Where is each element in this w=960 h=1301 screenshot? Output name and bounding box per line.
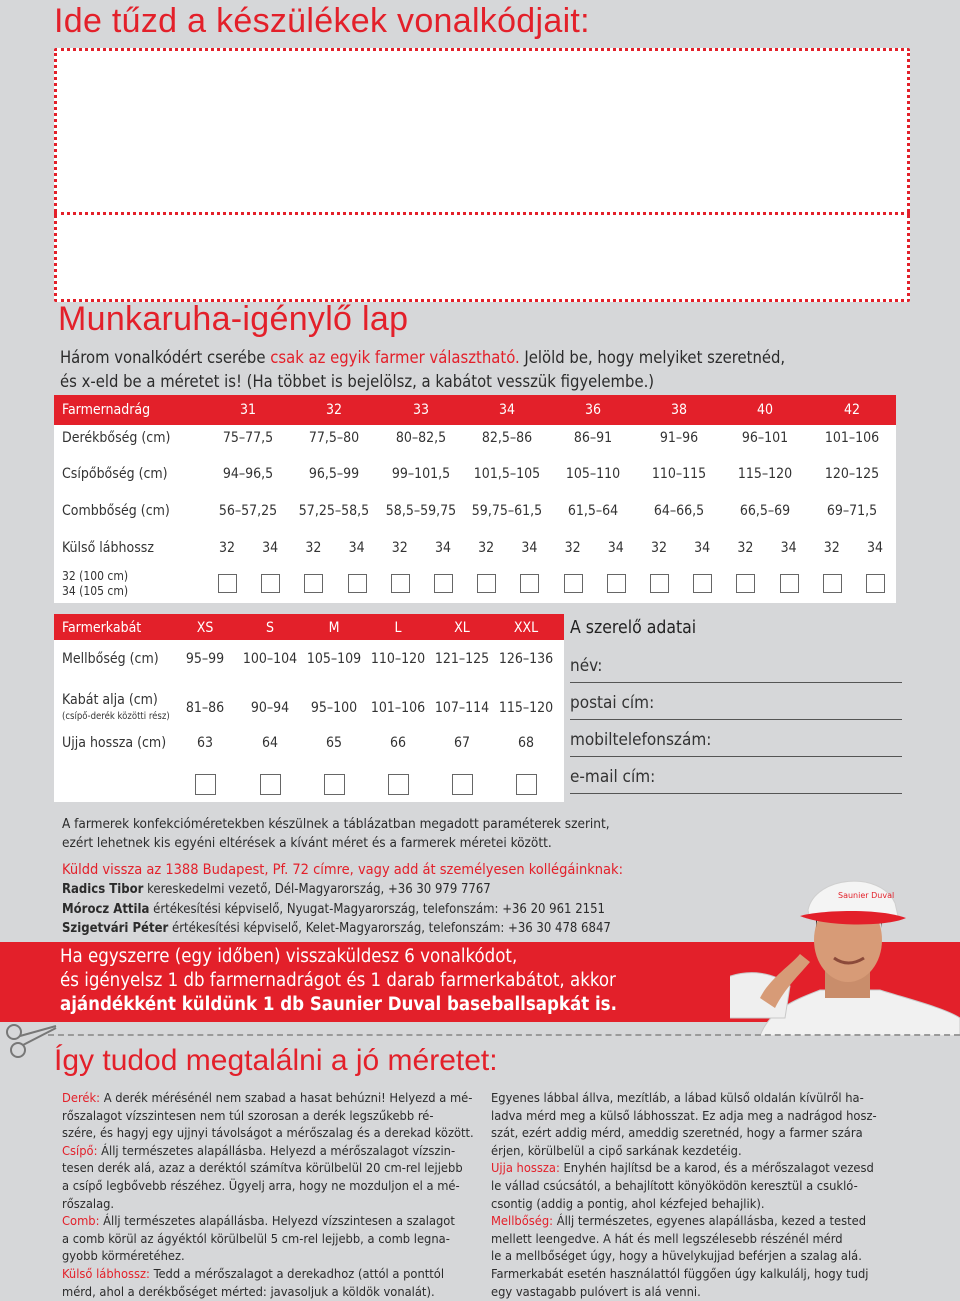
guide-line [62, 1213, 474, 1231]
jacket-row-label: Mellbőség (cm) [62, 651, 159, 667]
guide-line [491, 1090, 877, 1108]
pants-cell: 94–96,5 [222, 466, 274, 482]
guide-right-column [491, 1090, 877, 1301]
jacket-cell: 90–94 [250, 700, 290, 716]
guide-text: rőszalagot vízszintesen nem túl szorosan a derék legszűkebb ré- [62, 1108, 434, 1124]
intro-highlight: csak az egyik farmer választható. [270, 348, 520, 367]
guide-text: mérd, ahol a derékbőséget mérted: javasoljuk a köldök vonalát). [62, 1284, 435, 1300]
guide-left-column [62, 1090, 474, 1301]
jacket-row-sublabel: (csípő-derék közötti rész) [62, 711, 170, 722]
guide-text: Egyenes lábbal állva, mezítláb, a lábad külső oldalán kívülről ha- [491, 1091, 864, 1106]
pants-size-header: 36 [584, 402, 602, 418]
jacket-cell: 95–99 [185, 651, 225, 667]
pants-row-label: Csípőbőség (cm) [62, 466, 168, 482]
guide-title: Így tudod megtalálni a jó méretet: [54, 1044, 498, 1077]
pants-length-value: 34 [521, 540, 538, 556]
pants-cell: 110–115 [651, 466, 707, 482]
guide-label: Csípő: [62, 1143, 98, 1159]
guide-line [62, 1284, 474, 1301]
guide-text: Állj természetes alapállásba. Helyezd a mérőszalagot vízszin- [97, 1143, 456, 1159]
jacket-size-header: L [394, 620, 402, 636]
jacket-size-checkbox[interactable] [452, 774, 473, 795]
pants-cell: 105–110 [565, 466, 621, 482]
pants-size-checkbox[interactable] [434, 574, 453, 593]
length-legend: 32 (100 cm) [62, 569, 129, 583]
guide-line [62, 1231, 474, 1249]
pants-length-value: 32 [564, 540, 581, 556]
banner-line: Ha egyszerre (egy időben) visszaküldesz 6 vonalkódot, [60, 946, 518, 967]
gift-banner-text [60, 945, 617, 1017]
guide-text: a comb körül az ágyéktól körülbelül 5 cm-rel lejjebb, a comb legna- [62, 1231, 450, 1247]
jacket-size-header: XS [196, 620, 214, 636]
pants-cell: 56–57,25 [218, 503, 278, 519]
pants-row-label: Combbőség (cm) [62, 503, 170, 519]
guide-text: csontig (addig a pontig, ahol kézfejed behajlik). [491, 1196, 765, 1212]
pants-length-value: 32 [478, 540, 495, 556]
installer-address-field[interactable]: postai cím: [570, 693, 902, 720]
pants-size-checkbox[interactable] [520, 574, 539, 593]
pants-cell: 82,5–86 [481, 430, 533, 446]
guide-label: Mellbőség: [491, 1214, 554, 1230]
pants-size-header: 32 [325, 402, 343, 418]
jacket-size-header: XL [454, 620, 470, 636]
jacket-header-label: Farmerkabát [62, 620, 142, 636]
pants-length-value: 34 [348, 540, 365, 556]
guide-text: tesen derék alá, azaz a deréktól számítva körülbelül 20 cm-rel lejjebb [62, 1161, 463, 1177]
jacket-cell: 126–136 [498, 651, 554, 667]
intro-text: Három vonalkódért cserébe [60, 348, 271, 367]
pants-cell: 96–101 [741, 430, 789, 446]
person-with-cap-image [730, 858, 960, 1036]
guide-label: Ujja hossza: [491, 1161, 560, 1177]
banner-line: és igényelsz 1 db farmernadrágot és 1 darab farmerkabátot, akkor [60, 970, 616, 991]
jacket-size-checkbox[interactable] [195, 774, 216, 795]
pants-size-checkbox[interactable] [693, 574, 712, 593]
guide-label: Comb: [62, 1214, 100, 1230]
guide-line [62, 1125, 474, 1143]
pants-cell: 101–106 [824, 430, 880, 446]
guide-label: Külső lábhossz: [62, 1266, 150, 1282]
guide-text: Enyhén hajlítsd be a karod, és a mérőszalagot vezesd [559, 1161, 874, 1177]
note-line: A farmerek konfekcióméretekben készülnek a táblázatban megadott paraméterek szerint, [62, 816, 610, 832]
installer-phone-field[interactable]: mobiltelefonszám: [570, 730, 902, 757]
pants-size-checkbox[interactable] [304, 574, 323, 593]
installer-title: A szerelő adatai [570, 618, 697, 638]
pants-cell: 77,5–80 [308, 430, 360, 446]
guide-text: rőszalag. [62, 1196, 115, 1212]
guide-text: szére, és hagyj egy ujjnyi távolságot a mérőszalag és a derekad között. [62, 1126, 474, 1142]
guide-line [491, 1108, 877, 1126]
pants-cell: 69–71,5 [826, 503, 878, 519]
pants-cell: 96,5–99 [308, 466, 360, 482]
pants-cell: 58,5–59,75 [385, 503, 457, 519]
installer-name-field[interactable]: név: [570, 656, 902, 683]
jacket-size-checkbox[interactable] [388, 774, 409, 795]
jacket-cell: 110–120 [370, 651, 426, 667]
jacket-cell: 65 [325, 735, 343, 751]
pants-row-label: Derékbőség (cm) [62, 430, 171, 446]
pants-size-checkbox[interactable] [564, 574, 583, 593]
jacket-cell: 63 [196, 735, 214, 751]
guide-line [491, 1284, 877, 1301]
jacket-cell: 101–106 [370, 700, 426, 716]
installer-email-field[interactable]: e-mail cím: [570, 767, 902, 794]
jacket-cell: 67 [453, 735, 471, 751]
jacket-cell: 107–114 [434, 700, 490, 716]
contact-item: Mórocz Attila értékesítési képviselő, Nyugat-Magyarország, telefonszám: +36 20 961 2151 [62, 901, 605, 917]
guide-text: gyobb körméretéhez. [62, 1249, 185, 1265]
guide-line [491, 1143, 877, 1161]
pants-size-header: 40 [756, 402, 774, 418]
pants-length-value: 32 [650, 540, 668, 556]
jacket-cell: 115–120 [498, 700, 554, 716]
barcode-divider [54, 212, 910, 215]
jacket-size-checkbox[interactable] [324, 774, 345, 795]
pants-size-checkbox[interactable] [780, 574, 799, 593]
pants-size-checkbox[interactable] [218, 574, 237, 593]
contact-item: Radics Tibor kereskedelmi vezető, Dél-Magyarország, +36 30 979 7767 [62, 882, 491, 897]
contact-list [62, 880, 611, 939]
form-title: Munkaruha-igénylő lap [58, 300, 409, 338]
jacket-cell: 100–104 [242, 651, 298, 667]
pants-length-value: 34 [694, 540, 711, 556]
guide-line [62, 1178, 474, 1196]
jacket-row-label: Kabát alja (cm) [62, 692, 158, 708]
pants-size-checkbox[interactable] [736, 574, 755, 593]
pants-length-value: 32 [218, 540, 236, 556]
jacket-cell: 105–109 [306, 651, 362, 667]
pants-length-value: 32 [391, 540, 408, 556]
guide-line [491, 1231, 877, 1249]
pants-length-value: 34 [866, 540, 884, 556]
pants-size-checkbox[interactable] [866, 574, 885, 593]
pants-cell: 59,75–61,5 [471, 503, 543, 519]
guide-text: le vállad csúcsától, a behajlított könyöködön keresztül a csukló- [491, 1178, 858, 1194]
jacket-size-checkbox[interactable] [260, 774, 281, 795]
guide-text: érjen, körülbelül a cipő sarkának kezdetéig. [491, 1143, 742, 1159]
jacket-cell: 121–125 [434, 651, 490, 667]
jacket-cell: 81–86 [185, 700, 225, 716]
guide-text: ladva mérd meg a külső lábhosszat. Ez adja meg a nadrágod hosz- [491, 1108, 877, 1124]
guide-label: Derék: [62, 1091, 101, 1106]
jacket-cell: 95–100 [310, 700, 358, 716]
guide-line [491, 1266, 877, 1284]
pants-cell: 86–91 [573, 430, 613, 446]
pants-size-checkbox[interactable] [607, 574, 626, 593]
cut-line [48, 1034, 960, 1036]
pants-length-value: 32 [823, 540, 840, 556]
pants-cell: 66,5–69 [739, 503, 791, 519]
pants-cell: 91–96 [659, 430, 699, 446]
guide-line [62, 1160, 474, 1178]
pants-size-header: 34 [498, 402, 516, 418]
jacket-cell: 68 [517, 735, 535, 751]
guide-line [491, 1125, 877, 1143]
guide-text: Állj természetes, egyenes alapállásba, kezed a tested [553, 1214, 867, 1230]
guide-line [491, 1160, 877, 1178]
guide-line [491, 1248, 877, 1266]
send-back-text: Küldd vissza az 1388 Budapest, Pf. 72 címre, vagy add át személyesen kollégáinknak: [62, 862, 624, 878]
guide-text: Farmerkabát esetén használattól függően úgy kalkulálj, hogy tudj [491, 1266, 869, 1282]
contact-item: Szigetvári Péter értékesítési képviselő, Kelet-Magyarország, telefonszám: +36 30 478 6847 [62, 921, 611, 936]
pants-size-checkbox[interactable] [391, 574, 410, 593]
jacket-size-header: XXL [513, 620, 539, 636]
pants-cell: 75–77,5 [222, 430, 274, 446]
banner-line: ajándékként küldünk 1 db Saunier Duval baseballsapkát is. [60, 994, 617, 1015]
pants-size-checkbox[interactable] [261, 574, 280, 593]
intro-text: Jelöld be, hogy melyiket szeretnéd, [519, 348, 786, 367]
pants-size-header: 38 [670, 402, 688, 418]
guide-line [62, 1090, 474, 1108]
guide-line [491, 1213, 877, 1231]
guide-text: a csípő legbővebb részéhez. Ügyelj arra, hogy ne mozduljon el a mé- [62, 1178, 460, 1194]
pants-cell: 57,25–58,5 [298, 503, 370, 519]
pants-length-label: Külső lábhossz [62, 540, 154, 556]
pants-length-value: 34 [434, 540, 452, 556]
jacket-size-checkbox[interactable] [516, 774, 537, 795]
pants-cell: 120–125 [824, 466, 880, 482]
guide-line [62, 1248, 474, 1266]
pants-cell: 61,5–64 [567, 503, 619, 519]
pants-length-value: 34 [607, 540, 624, 556]
jacket-size-header: M [328, 620, 340, 636]
pants-size-checkbox[interactable] [650, 574, 669, 593]
pants-cell: 64–66,5 [653, 503, 705, 519]
guide-text: A derék mérésénél nem szabad a hasat behúzni! Helyezd a mé- [100, 1091, 473, 1106]
guide-text: le a mellbőséget úgy, hogy a hüvelykujjad beférjen a szalag alá. [491, 1249, 862, 1265]
guide-text: Tedd a mérőszalagot a derekadhoz (attól a ponttól [149, 1266, 445, 1282]
guide-line [491, 1196, 877, 1214]
guide-line [62, 1196, 474, 1214]
guide-text: mellett leengedve. A hát és mell legszélesebb részénél mérd [491, 1231, 843, 1247]
guide-line [62, 1266, 474, 1284]
cap-logo: Saunier Duval [838, 891, 895, 900]
pants-size-checkbox[interactable] [477, 574, 496, 593]
scissors-icon [0, 1018, 60, 1064]
pants-cell: 115–120 [737, 466, 793, 482]
intro-text: és x-eld be a méretet is! (Ha többet is bejelölsz, a kabátot vesszük figyelembe.) [60, 372, 655, 391]
length-legend: 34 (105 cm) [62, 584, 129, 598]
pants-size-header: 31 [239, 402, 257, 418]
guide-line [62, 1143, 474, 1161]
guide-text: Állj természetes alapállásba. Helyezd vízszintesen a szalagot [99, 1214, 455, 1230]
guide-line [62, 1108, 474, 1126]
pants-length-value: 34 [780, 540, 797, 556]
jacket-cell: 64 [261, 735, 279, 751]
pants-cell: 101,5–105 [473, 466, 541, 482]
pants-size-table [54, 395, 896, 603]
form-intro [60, 346, 785, 394]
pants-length-value: 34 [262, 540, 279, 556]
pants-size-checkbox[interactable] [823, 574, 842, 593]
barcode-drop-area[interactable] [54, 48, 910, 302]
pants-size-checkbox[interactable] [348, 574, 367, 593]
guide-text: egy vastagabb pulóvert is alá venni. [491, 1284, 701, 1300]
jacket-size-header: S [266, 620, 274, 636]
jacket-cell: 66 [389, 735, 407, 751]
note-line: ezért lehetnek kis egyéni eltérések a kívánt méret és a farmerek méretei között. [62, 835, 552, 851]
pants-length-value: 32 [737, 540, 754, 556]
pants-cell: 99–101,5 [391, 466, 451, 482]
pants-size-header: 42 [843, 402, 861, 418]
pants-header-label: Farmernadrág [62, 402, 151, 418]
jacket-row-label: Ujja hossza (cm) [62, 735, 167, 751]
guide-line [491, 1178, 877, 1196]
guide-text: szát, ezért addig mérd, ameddig szeretnéd, hogy a farmer szára [491, 1126, 863, 1142]
pants-length-value: 32 [305, 540, 322, 556]
pants-size-header: 33 [412, 402, 430, 418]
size-note [62, 815, 610, 853]
barcode-section-title: Ide tűzd a készülékek vonalkódjait: [54, 2, 590, 40]
pants-cell: 80–82,5 [395, 430, 447, 446]
